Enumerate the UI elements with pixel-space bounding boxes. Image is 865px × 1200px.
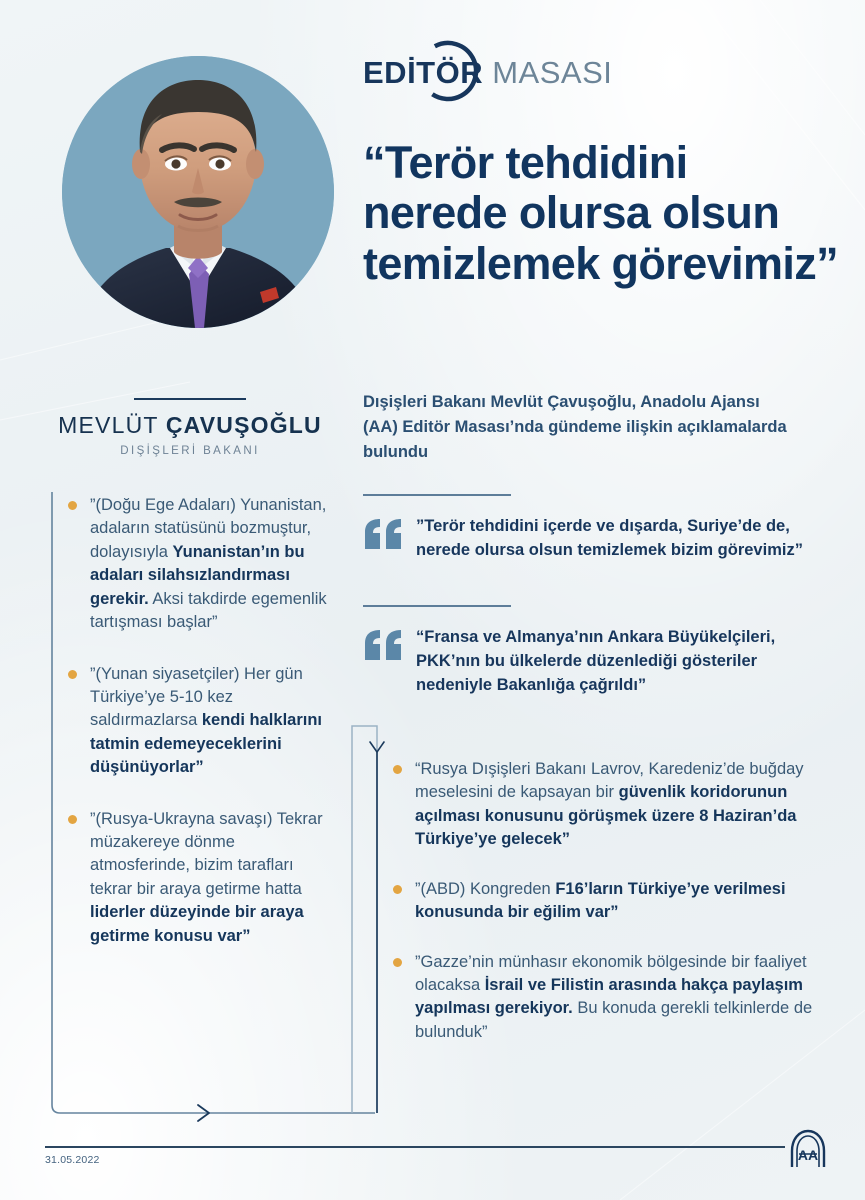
brand-logo-bold: EDİTÖR <box>363 55 484 90</box>
speaker-role: DIŞİŞLERİ BAKANI <box>120 445 260 458</box>
bullet-text-0: “Rusya Dışişleri Bakanı Lavrov, Karedeniz’de buğday meselesini de kapsayan bir güvenlik koridorunun açılması konusunu görüşmek üzere 8 Haziran’da Türkiye’ye gelecek” <box>415 760 804 849</box>
bullet-text-2: ”(Rusya-Ukrayna savaşı) Tekrar müzakereye dönme atmosferinde, bizim tarafları tekrar bir araya getirme hatta liderler düzeyinde bir araya getirme konusu var” <box>90 809 323 945</box>
brand-logo <box>363 44 663 100</box>
page-title: “Terör tehdidini nerede olursa olsun temizlemek görevimiz” <box>363 137 839 289</box>
portrait-photo <box>62 56 334 328</box>
list-item <box>68 494 330 635</box>
footer-divider <box>45 1146 785 1148</box>
list-item <box>393 758 843 852</box>
portrait-illustration <box>62 56 334 328</box>
speaker-name-block <box>40 398 340 457</box>
list-item <box>68 808 330 949</box>
bullet-text-0: ”(Doğu Ege Adaları) Yunanistan, adaların statüsünü bozmuştur, dolayısıyla Yunanistan’ın bu adaları silahsızlandırması gerekir. Aksi takdirde egemenlik tartışması başlar” <box>90 496 327 632</box>
list-item <box>393 951 843 1045</box>
quote-text: ”Terör tehdidini içerde ve dışarda, Suriye’de de, nerede olursa olsun temizlemek bizim görevimiz” <box>416 517 803 560</box>
aa-logo-text: AA <box>797 1147 819 1163</box>
list-item <box>68 663 330 780</box>
quotation-mark-icon <box>363 629 403 661</box>
bullet-text-1: ”(Yunan siyasetçiler) Her gün Türkiye’ye 5-10 kez saldırmazlarsa kendi halklarını tatmin edemeyeceklerini düşünüyorlar” <box>90 664 322 777</box>
quote-divider <box>363 605 511 607</box>
quote-divider <box>363 494 511 496</box>
publication-date: 31.05.2022 <box>45 1154 100 1166</box>
left-bullet-list <box>68 494 330 948</box>
quote-block-0 <box>363 494 835 562</box>
quote-text: “Fransa ve Almanya’nın Ankara Büyükelçileri, PKK’nın bu ülkelerde düzenlediği gösteriler nedeniyle Bakanlığa çağrıldı” <box>416 628 776 695</box>
bullet-text-2: ”Gazze’nin münhasır ekonomik bölgesinde bir faaliyet olacaksa İsrail ve Filistin arasında hakça paylaşım yapılması gerekiyor. Bu konuda gerekli telkinlerde de bulunduk” <box>415 952 813 1041</box>
speaker-name <box>40 413 340 438</box>
brand-logo-light: MASASI <box>483 55 613 90</box>
list-item <box>393 878 843 925</box>
name-divider <box>134 398 246 400</box>
bullet-text-1: ”(ABD) Kongreden F16’ların Türkiye’ye verilmesi konusunda bir eğilim var” <box>415 879 786 922</box>
aa-anadolu-agency-logo-icon <box>786 1127 830 1171</box>
speaker-last-name: ÇAVUŞOĞLU <box>165 412 322 438</box>
page-subtitle: Dışişleri Bakanı Mevlüt Çavuşoğlu, Anadolu Ajansı (AA) Editör Masası’nda gündeme ilişkin açıklamalarda bulundu <box>363 393 787 461</box>
quote-block-1 <box>363 605 835 697</box>
quotation-mark-icon <box>363 518 403 550</box>
right-bullet-list <box>393 758 843 1044</box>
speaker-first-name: MEVLÜT <box>58 412 166 438</box>
brand-logo-text <box>363 57 612 88</box>
